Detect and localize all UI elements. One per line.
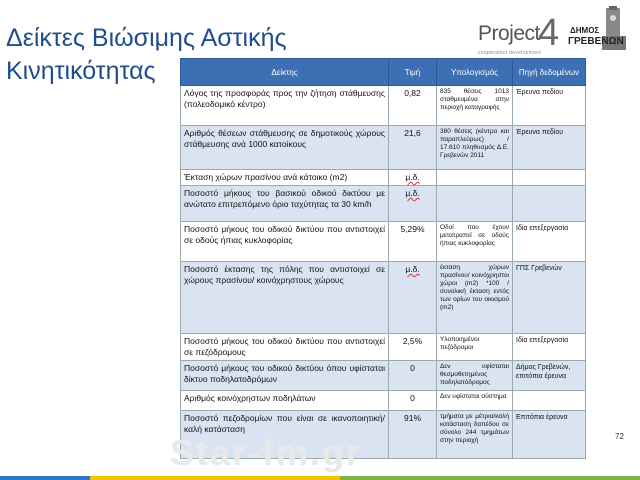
cell-source — [513, 170, 586, 186]
table-row — [181, 361, 586, 391]
cell-source: Ιδία επεξεργασία — [513, 222, 586, 262]
crest-line-2: ΓΡΕΒΕΝΩΝ — [568, 36, 624, 47]
cell-source — [513, 186, 586, 222]
title-line-2: Κινητικότητας — [6, 57, 156, 85]
table-row — [181, 391, 586, 411]
cell-value: 0 — [389, 361, 437, 391]
table-row — [181, 222, 586, 262]
cell-source: ΓΠΣ Γρεβενών — [513, 262, 586, 334]
table-row — [181, 334, 586, 361]
logo-number: 4 — [538, 12, 560, 54]
cell-value: μ.δ. — [389, 170, 437, 186]
cell-calc: Οδοί που έχουν μετατραπεί σε οδούς ήπιας κυκλοφορίας — [437, 222, 513, 262]
cell-value: 0 — [389, 391, 437, 411]
cell-indicator: Ποσοστό μήκους του οδικού δικτύου που αντιστοιχεί σε πεζόδρομους — [181, 334, 389, 361]
table-header-row — [181, 59, 586, 86]
cell-source — [513, 391, 586, 411]
header-calc: Υπολογισμός — [437, 59, 513, 86]
cell-value: μ.δ. — [389, 186, 437, 222]
cell-indicator: Αριθμός κοινόχρηστων ποδηλάτων — [181, 391, 389, 411]
cell-indicator: Ποσοστό πεζοδρομίων που είναι σε ικανοποιητική/καλή κατάσταση — [181, 411, 389, 459]
bottom-bar-blue — [0, 476, 90, 480]
cell-indicator: Ποσοστό έκτασης της πόλης που αντιστοιχεί σε χώρους πρασίνου/ κοινόχρηστους χώρους — [181, 262, 389, 334]
table-row — [181, 262, 586, 334]
cell-source: Έρευνα πεδίου — [513, 86, 586, 126]
cell-calc — [437, 186, 513, 222]
table-row — [181, 170, 586, 186]
page-number: 72 — [615, 432, 624, 441]
cell-source: Δήμος Γρεβενών, επιτόπια έρευνα — [513, 361, 586, 391]
cell-indicator: Ποσοστό μήκους του βασικού οδικού δικτύου με ανώτατο επιτρεπόμενο όριο ταχύτητας τα 30 km/h — [181, 186, 389, 222]
cell-value: 2,5% — [389, 334, 437, 361]
logo-name: Project — [478, 22, 540, 45]
municipality-crest — [566, 6, 630, 58]
cell-calc: έκταση χώρων πρασίνου/ κοινόχρηστοι χώροι (m2) *100 / συνολική έκταση εντός των ορίων του οικισμού (m2) — [437, 262, 513, 334]
indicators-table — [180, 58, 586, 459]
cell-value: 0,82 — [389, 86, 437, 126]
bottom-color-bar — [0, 476, 640, 480]
table-row — [181, 186, 586, 222]
logo-tagline: cooperation development — [478, 50, 542, 56]
header-value: Τιμή — [389, 59, 437, 86]
cell-source: Έρευνα πεδίου — [513, 126, 586, 170]
crest-line-1: ΔΗΜΟΣ — [570, 26, 600, 35]
header-indicator: Δείκτης — [181, 59, 389, 86]
cell-source: Επιτόπια έρευνα — [513, 411, 586, 459]
cell-indicator: Ποσοστό μήκους του οδικού δικτύου που αντιστοιχεί σε οδούς ήπιας κυκλοφορίας — [181, 222, 389, 262]
cell-indicator: Ποσοστό μήκους του οδικού δικτύου όπου υφίσταται δίκτυο ποδηλατοδρόμων — [181, 361, 389, 391]
cell-indicator: Λόγος της προσφοράς προς την ζήτηση στάθμευσης (πολεοδομικό κέντρο) — [181, 86, 389, 126]
cell-indicator: Έκταση χώρων πρασίνου ανά κάτοικο (m2) — [181, 170, 389, 186]
cell-value: 21,6 — [389, 126, 437, 170]
cell-source: Ιδία επεξεργασία — [513, 334, 586, 361]
cell-calc: τμήματα με μέτρια/καλή κατάσταση δαπέδου σε σύνολο 244 τμημάτων στην περιοχή — [437, 411, 513, 459]
cell-calc: 835 θέσεις 1013 σταθμευμένα στην περιοχή καταγραφής — [437, 86, 513, 126]
cell-value: 91% — [389, 411, 437, 459]
bottom-bar-yellow — [90, 476, 340, 480]
bottom-bar-green — [340, 476, 640, 480]
cell-indicator: Αριθμός θέσεων στάθμευσης σε δημοτικούς χώρους στάθμευσης ανά 1000 κατοίκους — [181, 126, 389, 170]
cell-calc: 380 θέσεις (κέντρο και παραπλεύρως) / 17.610 πληθυσμός Δ.Ε. Γρεβενών 2011 — [437, 126, 513, 170]
cell-calc: Υλοποιημένοι πεζόδρομοι — [437, 334, 513, 361]
cell-value: 5,29% — [389, 222, 437, 262]
cell-calc: Δεν υφίσταται σύστημα — [437, 391, 513, 411]
table-row — [181, 86, 586, 126]
table-row — [181, 126, 586, 170]
cell-calc: Δεν υφίσταται θεσμοθετημένος ποδηλατόδρομος — [437, 361, 513, 391]
indicators-table-wrapper — [180, 58, 585, 459]
watermark: Star-fm.gr — [170, 432, 363, 473]
cell-calc — [437, 170, 513, 186]
header-source: Πηγή δεδομένων — [513, 59, 586, 86]
title-line-1: Δείκτες Βιώσιμης Αστικής — [6, 24, 287, 52]
cell-value: μ.δ. — [389, 262, 437, 334]
